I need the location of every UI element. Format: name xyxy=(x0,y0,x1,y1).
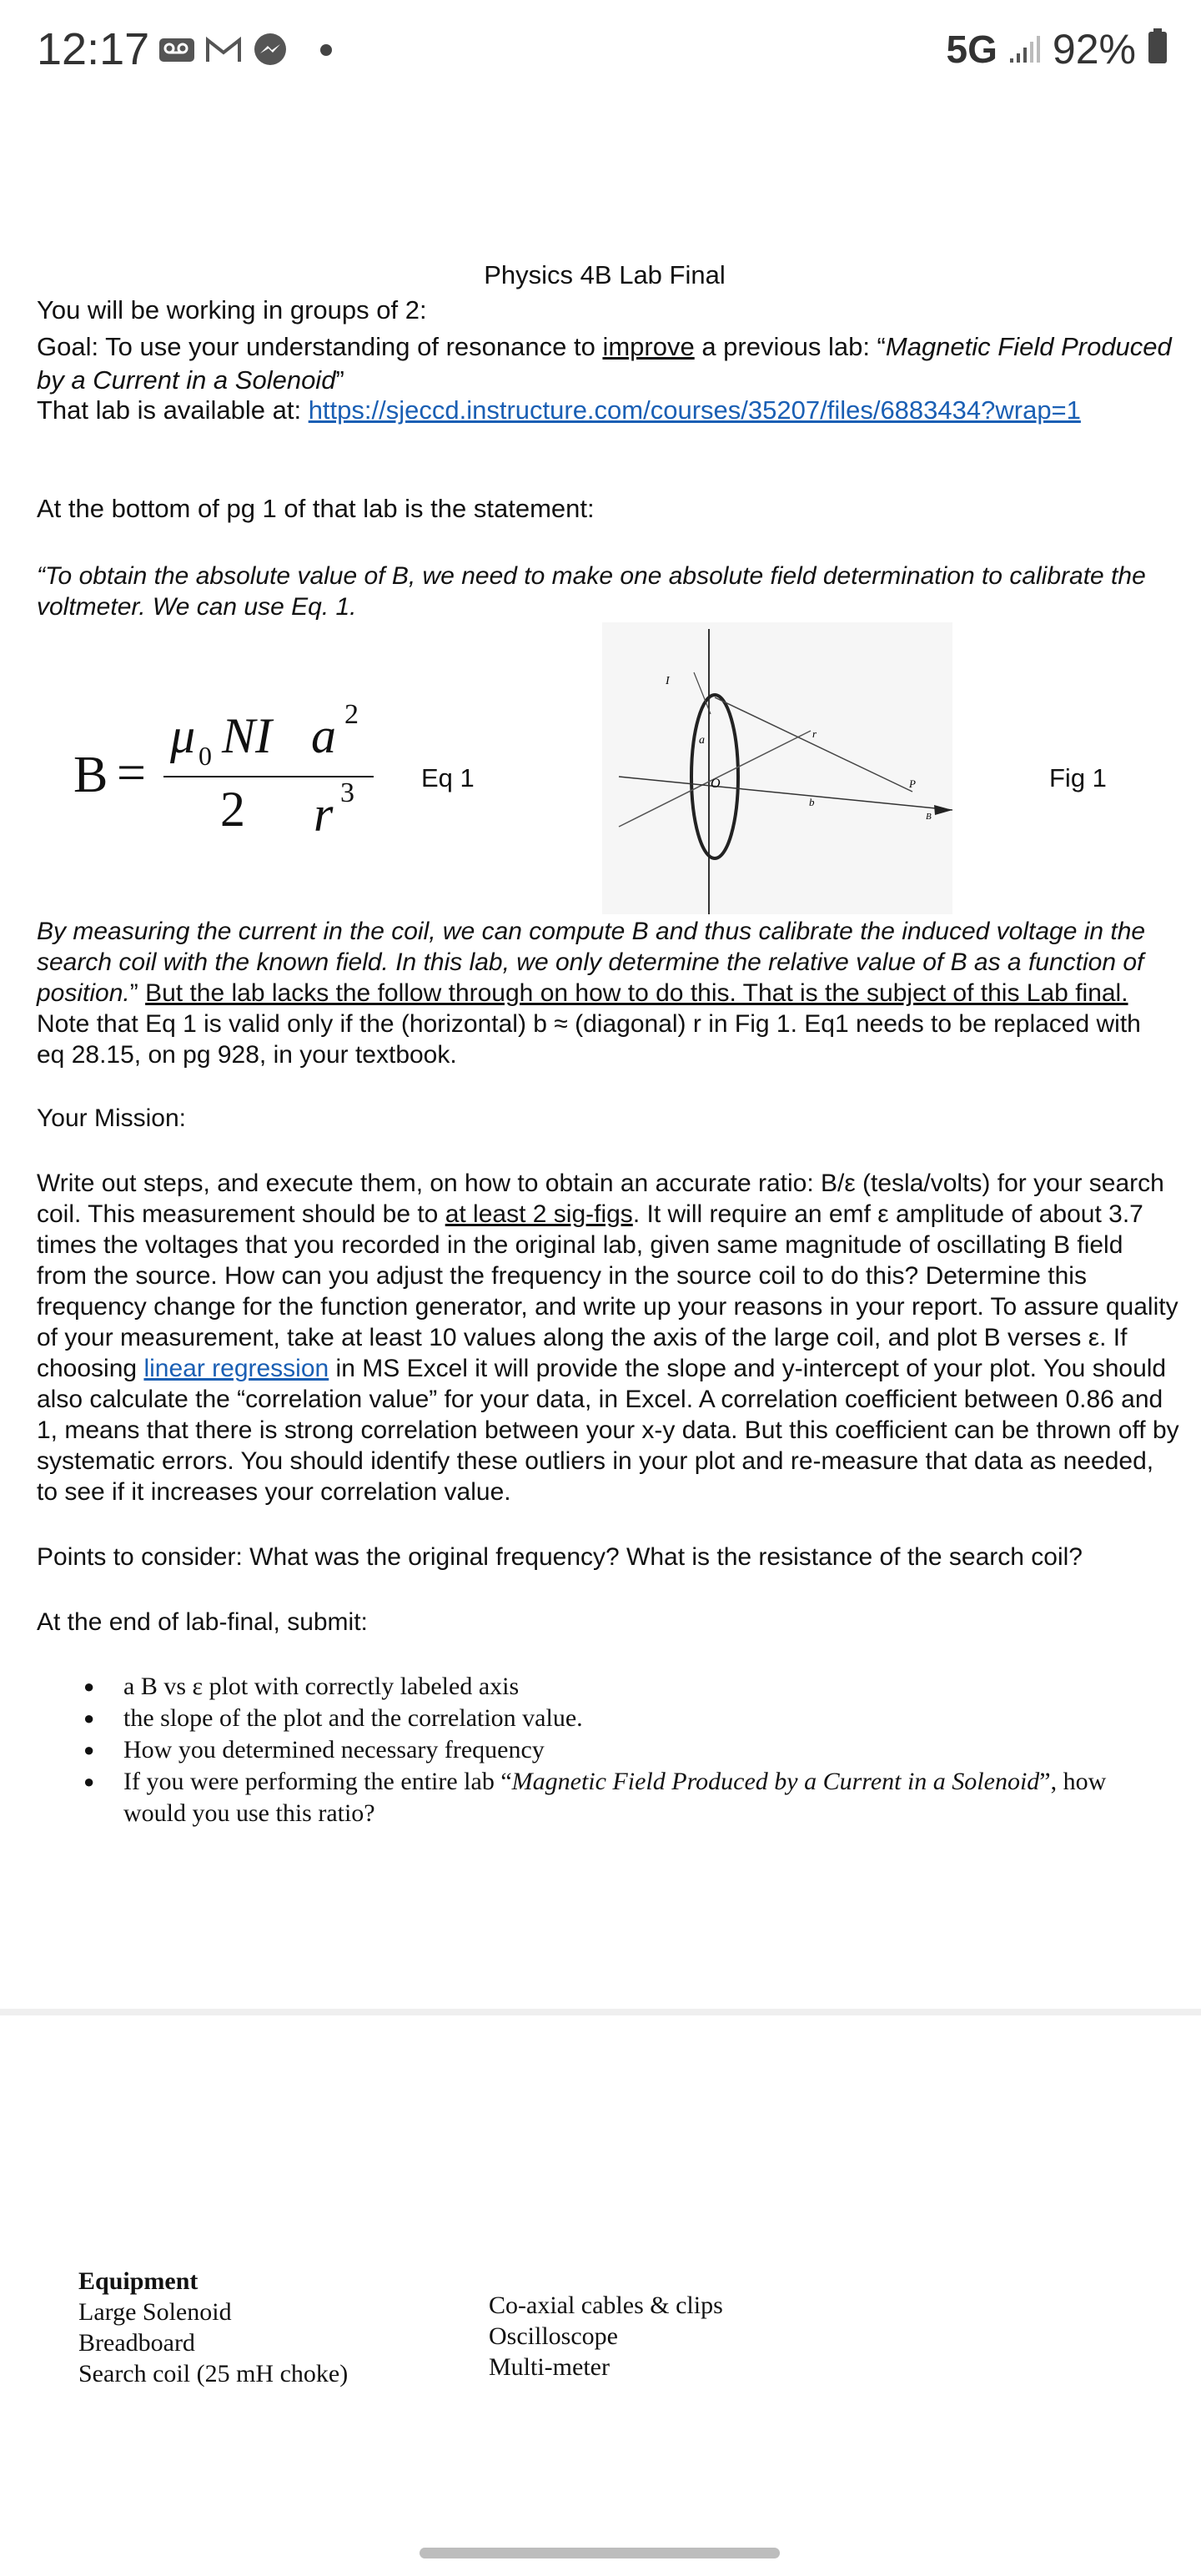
svg-text:r: r xyxy=(812,727,817,740)
eq-label: Eq 1 xyxy=(421,763,475,792)
home-indicator[interactable] xyxy=(420,2548,780,2558)
figure-1 xyxy=(602,622,952,914)
improve-word: improve xyxy=(602,332,695,361)
page-divider xyxy=(0,2009,1201,2015)
battery-icon xyxy=(1148,25,1168,73)
page-title: Physics 4B Lab Final xyxy=(484,260,726,289)
svg-text:O: O xyxy=(711,777,721,791)
gmail-icon xyxy=(205,33,242,67)
goal-paragraph: Goal: To use your understanding of resonance to improve a previous lab: “Magnetic Field Produced by a Current in a Solenoid” xyxy=(37,332,1172,395)
list-item: ● How you determined necessary frequency xyxy=(83,1734,1168,1766)
linear-regression-link[interactable]: linear regression xyxy=(143,1355,329,1382)
mission-heading: Your Mission: xyxy=(37,1104,186,1132)
network-type: 5G xyxy=(946,28,997,71)
list-item: ● the slope of the plot and the correlation value. xyxy=(83,1703,1168,1734)
equipment-item: Co-axial cables & clips xyxy=(489,2292,723,2319)
sig-figs-underlined: at least 2 sig-figs xyxy=(445,1200,633,1228)
svg-text:b: b xyxy=(809,796,815,808)
calibration-paragraph: By measuring the current in the coil, we can compute B and thus calibrate the induced voltage in the search coil with the known field. In this lab, we only determine the relative value of B as a function of position.” But the lab lacks the follow through on how to do this. That is the subject of this Lab final. Note that Eq 1 is valid only if the (horizontal) b ≈ (diagonal) r in Fig 1. Eq1 needs to be replaced with eq 28.15, on pg 928, in your textbook. xyxy=(37,918,1146,1069)
messenger-icon xyxy=(252,33,289,67)
submit-list xyxy=(83,1671,1168,1829)
equipment-item: Large Solenoid xyxy=(78,2298,232,2326)
points-to-consider: Points to consider: What was the original frequency? What is the resistance of the search coil? xyxy=(37,1543,1083,1571)
lab-title-italic: Magnetic Field Produced by a Current in a Solenoid xyxy=(37,332,1172,395)
svg-text:P: P xyxy=(909,777,916,790)
dot-icon xyxy=(320,44,332,56)
status-time: 12:17 xyxy=(37,24,150,74)
equipment-right xyxy=(489,2290,723,2382)
equipment-item: Oscilloscope xyxy=(489,2322,618,2350)
svg-text:I: I xyxy=(666,675,670,687)
equipment-heading: Equipment xyxy=(78,2267,198,2295)
list-item: ● a B vs ε plot with correctly labeled axis xyxy=(83,1671,1168,1703)
lab-link[interactable]: https://sjeccd.instructure.com/courses/35207/files/6883434?wrap=1 xyxy=(308,395,1081,425)
status-right xyxy=(947,25,1168,73)
svg-text:B: B xyxy=(926,812,932,822)
equation-1: B = μ 0 NI 2 a 2 r 3 xyxy=(73,692,390,834)
notification-icons xyxy=(158,33,332,67)
voicemail-icon xyxy=(158,33,195,67)
equipment-item: Breadboard xyxy=(78,2329,195,2357)
fig-label: Fig 1 xyxy=(1049,763,1107,792)
bottom-statement: At the bottom of pg 1 of that lab is the statement: xyxy=(37,494,595,523)
mission-paragraph: Write out steps, and execute them, on how to obtain an accurate ratio: B/ε (tesla/volts) for your search coil. This measurement should be to at least 2 sig-figs. It will require an emf ε amplitude of about 3.7 times the voltages that you recorded in the original lab, given same magnitude of oscillating B field from the source. How can you adjust the frequency in the source coil to do this? Determine this frequency change for the function generator, and write up your reasons in your report. To assure quality of your measurement, take at least 10 values along the axis of the large coil, and plot B verses ε. If choosing linear regression in MS Excel it will provide the slope and y-intercept of your plot. You should also calculate the “correlation value” for your data, in Excel. A correlation coefficient between 0.86 and 1, means that there is strong correlation between your x-y data. But this coefficient can be thrown off by systematic errors. You should identify these outliers in your plot and re-measure that data as needed, to see if it increases your correlation value. xyxy=(37,1170,1179,1506)
svg-text:a: a xyxy=(699,734,705,747)
signal-icon xyxy=(1009,25,1041,73)
equipment-left xyxy=(78,2266,348,2389)
quote-paragraph: “To obtain the absolute value of B, we need to make one absolute field determination to calibrate the voltmeter. We can use Eq. 1. xyxy=(37,562,1146,621)
battery-percent: 92% xyxy=(1052,26,1136,73)
groups-line: You will be working in groups of 2: xyxy=(37,295,427,325)
lab-lacks-underlined: But the lab lacks the follow through on how to do this. That is the subject of this Lab final. xyxy=(145,979,1128,1007)
list-item: ● If you were performing the entire lab “Magnetic Field Produced by a Current in a Solenoid”, how would you use this ratio? xyxy=(83,1766,1168,1829)
equipment-item: Multi-meter xyxy=(489,2353,610,2381)
equipment-item: Search coil (25 mH choke) xyxy=(78,2360,349,2387)
lab-link-line: That lab is available at: https://sjeccd.instructure.com/courses/35207/files/6883434?wrap=1 xyxy=(37,395,1081,425)
submit-heading: At the end of lab-final, submit: xyxy=(37,1608,368,1636)
